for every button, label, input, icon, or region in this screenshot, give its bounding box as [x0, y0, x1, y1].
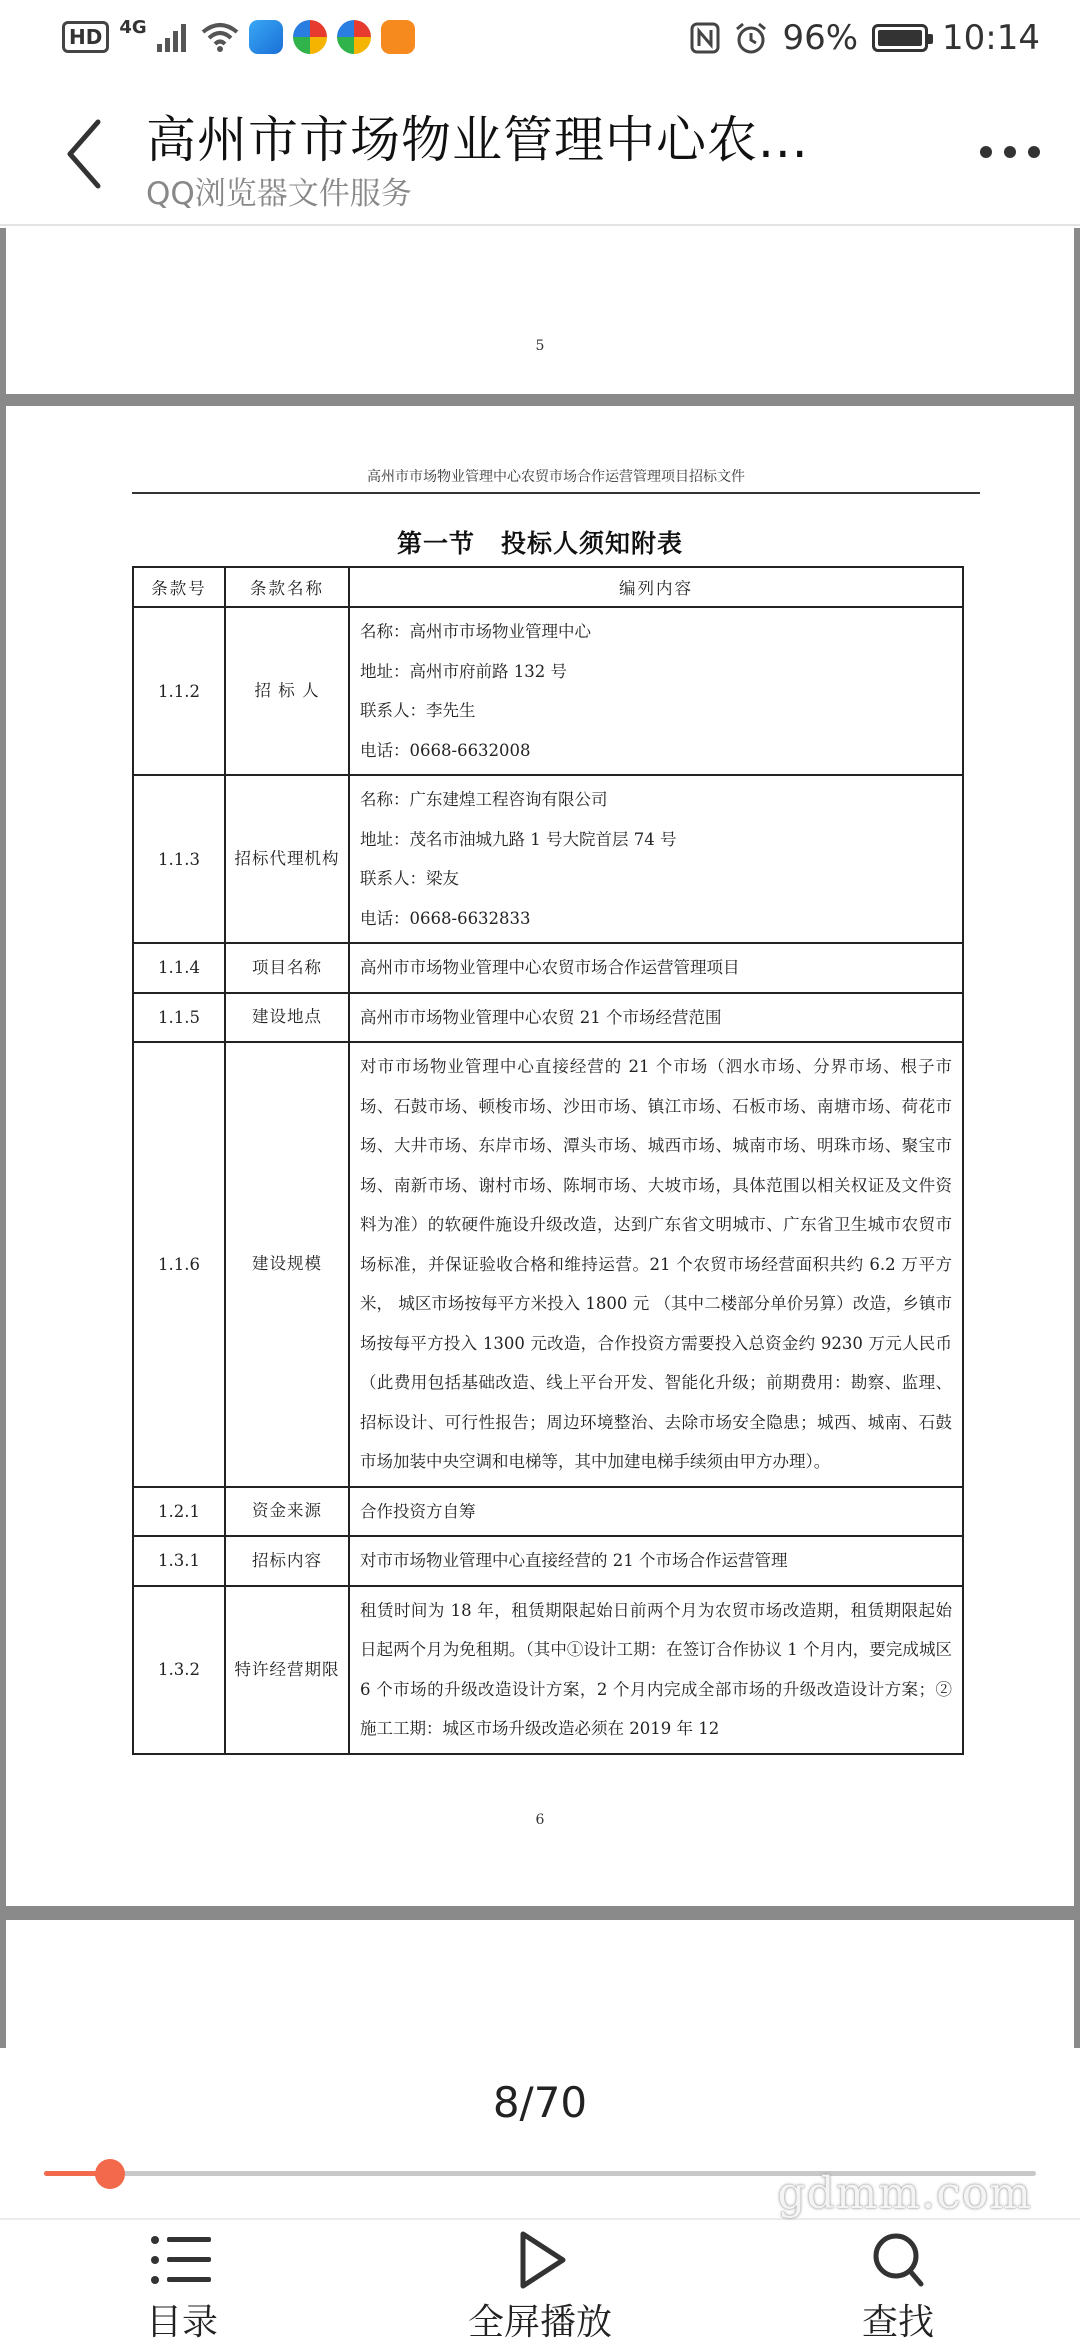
signal-icon: [157, 22, 191, 52]
clause-number: 1.1.2: [133, 607, 225, 775]
document-page-7: [6, 1920, 1074, 2048]
column-header: 条款名称: [225, 567, 349, 607]
watermark: gdmm.com: [777, 2168, 1032, 2219]
clause-number: 1.1.5: [133, 993, 225, 1043]
clause-name: 招标内容: [225, 1536, 349, 1586]
app-icon-2: [337, 20, 371, 54]
hd-indicator: HD: [62, 21, 109, 53]
more-options-button[interactable]: [970, 132, 1050, 172]
nfc-icon: [690, 22, 720, 54]
fullscreen-label: 全屏播放: [467, 2302, 612, 2340]
page-indicator: 8/70: [492, 2078, 588, 2127]
table-row: [133, 775, 963, 943]
column-header: 编列内容: [349, 567, 963, 607]
slider-thumb[interactable]: [95, 2159, 125, 2189]
clause-name: 招 标 人: [225, 607, 349, 775]
clause-name: 特许经营期限: [225, 1586, 349, 1754]
clause-content: 对市市场物业管理中心直接经营的 21 个市场合作运营管理: [349, 1536, 963, 1586]
wifi-icon: [201, 22, 239, 52]
content-line: 地址：茂名市油城九路 1 号大院首层 74 号: [360, 829, 677, 849]
status-left-icons: [62, 16, 415, 54]
clock: 10:14: [942, 18, 1040, 58]
more-dot-icon: [1004, 146, 1016, 158]
page-number: 5: [535, 338, 545, 354]
table-row: [133, 993, 963, 1043]
play-icon: [505, 2230, 575, 2290]
clause-content: 合作投资方自筹: [349, 1487, 963, 1537]
back-arrow-icon: [54, 108, 124, 198]
content-line: 联系人：梁友: [360, 869, 459, 888]
document-page-6: [6, 406, 1074, 1906]
content-line: 名称：广东建煌工程咨询有限公司: [360, 790, 608, 809]
clause-content: 对市市场物业管理中心直接经营的 21 个市场（泗水市场、分界市场、根子市场、石鼓市场、顿梭市场、沙田市场、镇江市场、石板市场、南塘市场、荷花市场、大井市场、东岸市场、潭头市场、城西市场、城南市场、明珠市场、聚宝市场、南新市场、谢村市场、陈垌市场、大坡市场，具体范围以相关权证及文件资料为准）的软硬件施设升级改造，达到广东省文明城市、广东省卫生城市农贸市场标准，并保证验收合格和维持运营。21 个农贸市场经营面积共约 6.2 万平方米， 城区市场按每平方米投入 1800 元 （其中二楼部分单价另算）改造，乡镇市场按每平方投入 1300 元改造，合作投资方需要投入总资金约 9230 万元人民币（此费用包括基础改造、线上平台开发、智能化升级；前期费用：勘察、监理、招标设计、可行性报告；周边环境整治、去除市场安全隐患；城西、城南、石鼓市场加装中央空调和电梯等，其中加建电梯手续须由甲方办理）。: [349, 1042, 963, 1487]
clause-number: 1.1.4: [133, 943, 225, 993]
battery-percent: 96%: [782, 18, 859, 58]
table-row: [133, 1042, 963, 1487]
bidder-instructions-table: [132, 566, 964, 1755]
clause-name: 建设规模: [225, 1042, 349, 1487]
document-title: 高州市市场物业管理中心农...: [146, 111, 809, 169]
table-row: [133, 1536, 963, 1586]
qq-browser-app-icon: [249, 20, 283, 54]
clause-content: 租赁时间为 18 年，租赁期限起始日前两个月为农贸市场改造期，租赁期限起始日起两个月为免租期。（其中①设计工期：在签订合作协议 1 个月内，要完成城区 6 个市场的升级改造设计方案，2 个月内完成全部市场的升级改造设计方案；②施工工期：城区市场升级改造必须在 2019 年 12: [349, 1586, 963, 1754]
app-icon-1: [293, 20, 327, 54]
title-bar: [0, 80, 1080, 226]
content-line: 名称：高州市市场物业管理中心: [360, 622, 591, 641]
toc-button[interactable]: [62, 2230, 302, 2340]
status-bar: [0, 0, 1080, 80]
network-type: 4G: [119, 16, 147, 38]
clause-number: 1.3.1: [133, 1536, 225, 1586]
table-header-row: [133, 567, 963, 607]
table-row: [133, 1586, 963, 1754]
clause-number: 1.1.3: [133, 775, 225, 943]
back-button[interactable]: [54, 108, 124, 198]
search-button[interactable]: [778, 2230, 1018, 2340]
clause-number: 1.2.1: [133, 1487, 225, 1537]
table-row: [133, 607, 963, 775]
video-app-icon: [381, 20, 415, 54]
clause-name: 项目名称: [225, 943, 349, 993]
clause-content: 高州市市场物业管理中心农贸市场合作运营管理项目: [349, 943, 963, 993]
more-dot-icon: [980, 146, 992, 158]
fullscreen-play-button[interactable]: [420, 2230, 660, 2340]
toc-label: 目录: [145, 2302, 218, 2340]
column-header: 条款号: [133, 567, 225, 607]
clause-name: 建设地点: [225, 993, 349, 1043]
document-source: QQ浏览器文件服务: [146, 176, 412, 212]
document-page-5: [6, 228, 1074, 394]
clause-name: 资金来源: [225, 1487, 349, 1537]
content-line: 联系人：李先生: [360, 701, 476, 720]
battery-icon: [872, 24, 928, 52]
clause-name: 招标代理机构: [225, 775, 349, 943]
more-dot-icon: [1028, 146, 1040, 158]
status-right-icons: [690, 18, 1040, 58]
table-row: [133, 943, 963, 993]
clause-content: [349, 775, 963, 943]
section-title: 第一节 投标人须知附表: [396, 529, 683, 558]
page-number: 6: [535, 1812, 545, 1828]
search-icon: [863, 2230, 933, 2290]
clause-number: 1.3.2: [133, 1586, 225, 1754]
content-line: 地址：高州市府前路 132 号: [360, 661, 567, 681]
document-viewer[interactable]: [0, 228, 1080, 2048]
content-line: 电话：0668-6632833: [360, 908, 531, 928]
table-row: [133, 1487, 963, 1537]
content-line: 电话：0668-6632008: [360, 740, 531, 760]
list-icon: [147, 2230, 217, 2290]
clause-content: [349, 607, 963, 775]
alarm-icon: [734, 21, 768, 55]
clause-content: 高州市市场物业管理中心农贸 21 个市场经营范围: [349, 993, 963, 1043]
clause-number: 1.1.6: [133, 1042, 225, 1487]
running-header: 高州市市场物业管理中心农贸市场合作运营管理项目招标文件: [132, 466, 980, 494]
search-label: 查找: [861, 2302, 934, 2340]
